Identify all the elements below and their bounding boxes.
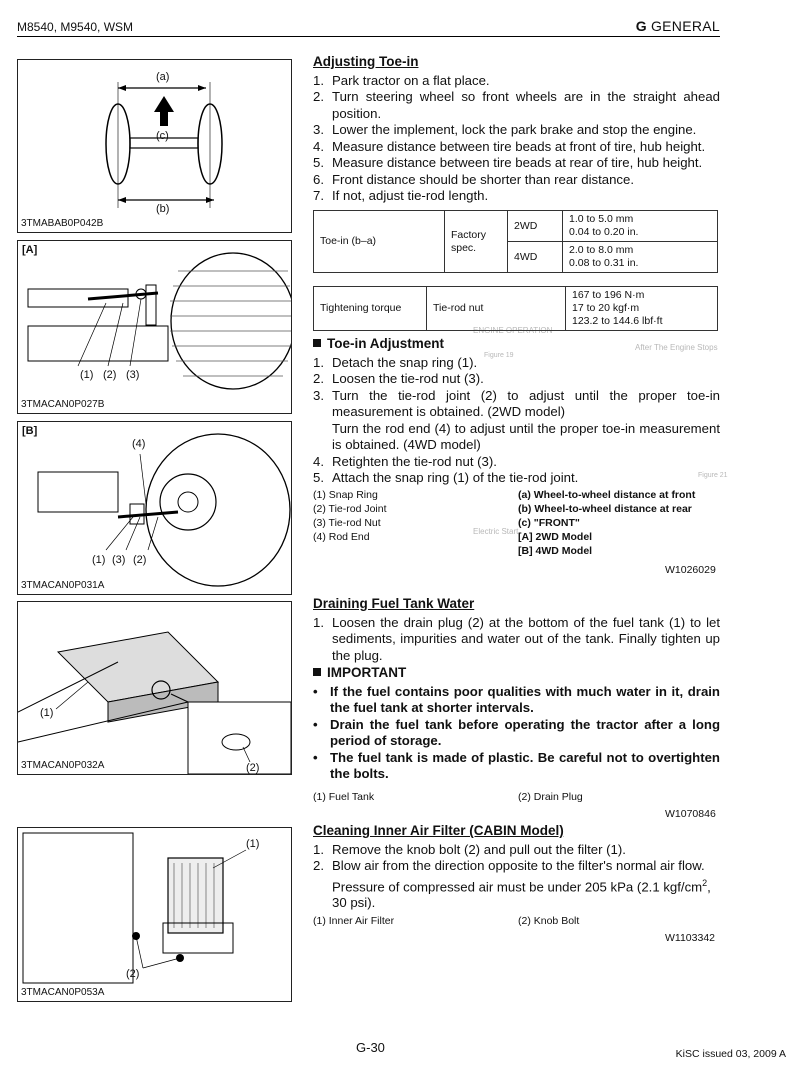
- section-heading: Toe-in Adjustment: [313, 336, 720, 353]
- important-bullets: [313, 684, 720, 783]
- label-c: (c): [156, 130, 169, 142]
- step: 2. Turn steering wheel so front wheels are in the straight ahead position.: [313, 89, 720, 121]
- label-3: (3): [112, 554, 126, 566]
- torque-part: Tie-rod nut: [427, 287, 566, 331]
- label-2: (2): [126, 968, 140, 980]
- doc-code: W1070846: [665, 808, 716, 820]
- 4wd-tie-rod-svg: [18, 422, 291, 594]
- ghost-figure21: Figure 21: [698, 472, 728, 479]
- ghost-engine-operation: ENGINE OPERATION: [473, 326, 553, 335]
- figure-4wd-tie-rod: [17, 421, 292, 595]
- toe-legend-left: (1) Snap Ring (2) Tie-rod Joint (3) Tie-rod Nut (4) Rod End: [313, 489, 387, 543]
- section-title: Cleaning Inner Air Filter (CABIN Model): [313, 823, 564, 838]
- doc-code: W1026029: [665, 564, 716, 576]
- spec-item: Toe-in (b–a): [314, 211, 445, 273]
- figure-tag: [A]: [22, 244, 38, 256]
- label-1: (1): [92, 554, 106, 566]
- issue-info: KiSC issued 03, 2009 A: [675, 1048, 786, 1060]
- bullet: • If the fuel contains poor qualities with much water in it, drain the fuel tank at shorter intervals.: [313, 683, 720, 715]
- figure-inner-air-filter: [17, 827, 292, 1002]
- step: 1. Loosen the drain plug (2) at the bottom of the fuel tank (1) to let sediments, impurities and water out of the tank. Finally tighten up the plug.: [313, 614, 720, 663]
- bullet: • Drain the fuel tank before operating the tractor after a long period of storage.: [313, 716, 720, 748]
- ghost-after-stops: After The Engine Stops: [635, 343, 718, 352]
- figure-code: 3TMACAN0P027B: [21, 399, 105, 410]
- section-toe-in-adjustment: [313, 336, 720, 487]
- label-1: (1): [80, 369, 94, 381]
- label-b: (b): [156, 203, 170, 215]
- torque-item: Tightening torque: [314, 287, 427, 331]
- label-1: (1): [246, 838, 260, 850]
- bullet: • The fuel tank is made of plastic. Be careful not to overtighten the bolts.: [313, 749, 720, 781]
- spec-model: 2WD: [508, 211, 563, 242]
- spec-model: 4WD: [508, 242, 563, 273]
- inner-air-filter-svg: [18, 828, 291, 1001]
- step: 6. Front distance should be shorter than rear distance.: [313, 171, 635, 187]
- torque-spec-table: [313, 286, 718, 331]
- filter-steps: [313, 842, 720, 912]
- section-inner-air-filter: [313, 823, 720, 912]
- toe-in-steps: [313, 73, 720, 205]
- step: 3. Turn the tie-rod joint (2) to adjust until the proper toe-in measurement is obtained. (2WD model) Turn the rod end (4) to adjust until the proper toe-in measurement is obtained. (4WD model): [313, 387, 720, 452]
- step: 4. Retighten the tie-rod nut (3).: [313, 453, 497, 469]
- figure-fuel-tank: [17, 601, 292, 775]
- toe-in-diagram-svg: [18, 60, 291, 232]
- label-a: (a): [156, 71, 170, 83]
- figure-2wd-tie-rod: [17, 240, 292, 414]
- page-number: G-30: [356, 1040, 385, 1055]
- fuel-legend-2: (2) Drain Plug: [518, 791, 583, 803]
- figure-code: 3TMACAN0P053A: [21, 987, 105, 998]
- header-rule: [17, 36, 720, 37]
- label-2: (2): [103, 369, 117, 381]
- figure-code: 3TMACAN0P031A: [21, 580, 105, 591]
- spec-value: 1.0 to 5.0 mm 0.04 to 0.20 in.: [563, 211, 718, 242]
- figure-code: 3TMABAB0P042B: [21, 218, 104, 229]
- spec-value: 2.0 to 8.0 mm 0.08 to 0.31 in.: [563, 242, 718, 273]
- label-3: (3): [126, 369, 140, 381]
- ghost-figure19: Figure 19: [484, 352, 514, 359]
- filter-legend-2: (2) Knob Bolt: [518, 915, 580, 927]
- fuel-legend-1: (1) Fuel Tank: [313, 791, 375, 803]
- section-letter: G: [635, 18, 647, 34]
- fuel-steps: [313, 615, 720, 665]
- doc-model-header: M8540, M9540, WSM: [17, 20, 134, 34]
- section-adjusting-toe-in: [313, 54, 720, 205]
- step: 4. Measure distance between tire beads at front of tire, hub height.: [313, 138, 706, 154]
- ghost-electric-start: Electric Start: [473, 527, 519, 536]
- doc-code: W1103342: [665, 932, 716, 944]
- filter-legend-1: (1) Inner Air Filter: [313, 915, 395, 927]
- important-heading: IMPORTANT: [313, 665, 720, 682]
- label-2: (2): [133, 554, 147, 566]
- figure-toe-in-diagram: [17, 59, 292, 233]
- toe-in-spec-table: [313, 210, 718, 273]
- step: 2. Blow air from the direction opposite to the filter's normal air flow. Pressure of compressed air must be under 205 kPa (2.1 kgf/$cm^2$, 30 psi).: [313, 858, 711, 911]
- step: 1. Park tractor on a flat place.: [313, 72, 490, 88]
- step: 1. Remove the knob bolt (2) and pull out the filter (1).: [313, 841, 626, 857]
- section-header: [636, 18, 720, 34]
- label-1: (1): [40, 707, 54, 719]
- step: 3. Lower the implement, lock the park brake and stop the engine.: [313, 122, 697, 137]
- label-4: (4): [132, 438, 146, 450]
- step: 7. If not, adjust tie-rod length.: [313, 188, 489, 203]
- toe-legend-right: (a) Wheel-to-wheel distance at front (b) Wheel-to-wheel distance at rear (c) "FRONT" [A] 2WD Model [B] 4WD Model: [518, 489, 696, 557]
- step: 5. Measure distance between tire beads at rear of tire, hub height.: [313, 155, 703, 170]
- step: 2. Loosen the tie-rod nut (3).: [313, 371, 484, 386]
- label-2: (2): [246, 762, 260, 774]
- figure-tag: [B]: [22, 425, 38, 437]
- step: 5. Attach the snap ring (1) of the tie-rod joint.: [313, 470, 579, 485]
- toe-adjust-steps: [313, 355, 720, 487]
- square-bullet-icon: [313, 339, 321, 347]
- step: 1. Detach the snap ring (1).: [313, 354, 478, 370]
- fuel-tank-svg: [18, 602, 291, 774]
- section-title: Draining Fuel Tank Water: [313, 596, 475, 611]
- section-name: GENERAL: [650, 18, 720, 34]
- torque-value: 167 to 196 N·m 17 to 20 kgf·m 123.2 to 144.6 lbf·ft: [566, 287, 718, 331]
- section-draining-fuel: [313, 596, 720, 783]
- square-bullet-icon: [313, 668, 321, 676]
- 2wd-tie-rod-svg: [18, 241, 291, 413]
- section-title: Adjusting Toe-in: [313, 54, 419, 69]
- figure-code: 3TMACAN0P032A: [21, 760, 105, 771]
- spec-type: Factory spec.: [445, 211, 508, 273]
